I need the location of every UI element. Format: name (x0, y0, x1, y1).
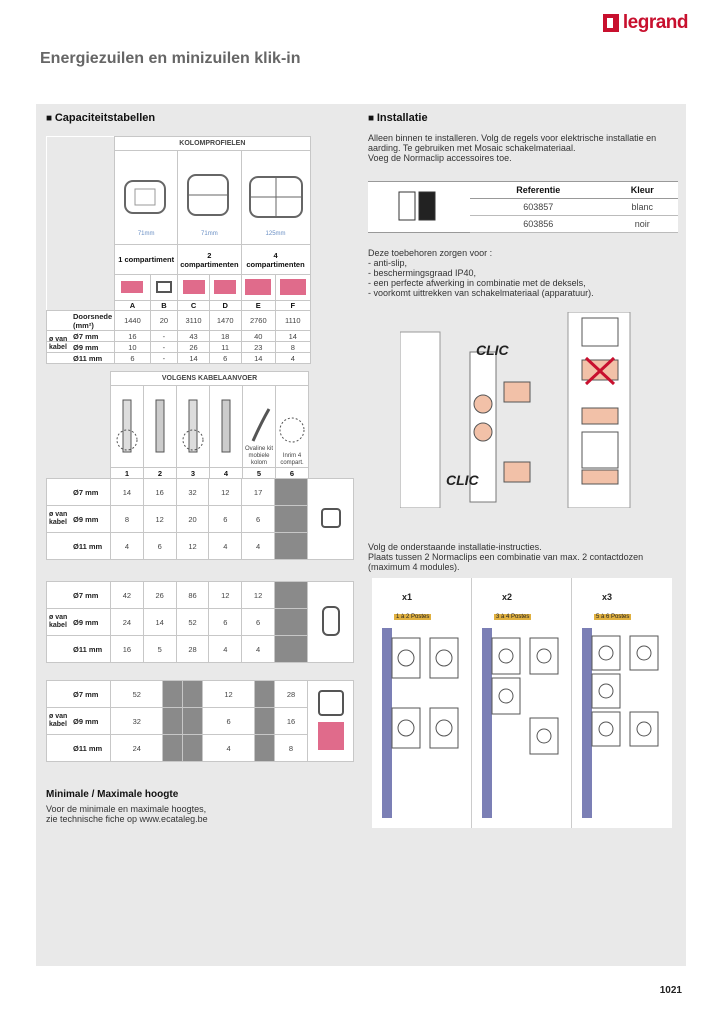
gray-cell (183, 681, 203, 708)
group-1: 1 compartiment (115, 245, 178, 275)
col-e: E (241, 301, 276, 311)
section-value: 20 (150, 311, 178, 331)
supply-drawing-6 (276, 386, 309, 468)
profile-icon-d (209, 275, 241, 301)
cell: 12 (242, 582, 275, 609)
row-d: Ø9 mm (47, 506, 111, 533)
minmax-text-1: Voor de minimale en maximale hoogtes, (46, 804, 207, 814)
benefits-title: Deze toebehoren zorgen voor : (368, 248, 493, 258)
profile-icon (318, 690, 344, 716)
supply-drawing-3 (177, 386, 210, 468)
row-d: Ø7 mm (73, 590, 99, 600)
cell: 28 (275, 681, 308, 708)
step-2 (472, 578, 572, 828)
note-6: Inrim 4 compart. (280, 453, 304, 466)
normaclip-image-cell (368, 182, 470, 233)
cell: 8 (111, 506, 144, 533)
instruction-3: (maximum 4 modules). (368, 562, 460, 572)
pink-profile-icon (121, 281, 143, 293)
gray-cell (255, 708, 275, 735)
section-value: 1470 (209, 311, 241, 331)
cell: 16 (275, 708, 308, 735)
profile-drawing-1 (115, 151, 178, 245)
cell: 4 (276, 353, 311, 364)
gray-cell (275, 636, 308, 663)
supply-block-2 (46, 581, 354, 663)
cable-column-icon (179, 396, 207, 456)
gray-cell (183, 708, 203, 735)
group-3: 4 compartimenten (241, 245, 310, 275)
supply-drawing-5 (243, 386, 276, 468)
col-6: 6 (276, 468, 309, 480)
cell: 86 (176, 582, 209, 609)
cell: 40 (241, 331, 276, 342)
cable-label: ø van kabel (49, 614, 68, 629)
socket-stack-icon (478, 628, 568, 818)
instruction-2: Plaats tussen 2 Normaclips een combinatie van max. 2 contactdozen (368, 552, 644, 562)
row-d: Ø7 mm (73, 331, 99, 341)
cell: 17 (242, 479, 275, 506)
benefit-item: - beschermingsgraad IP40, (368, 268, 477, 278)
cell: 26 (143, 582, 176, 609)
profiles-header: KOLOMPROFIELEN (115, 137, 310, 151)
profile-icon-cell (308, 582, 354, 663)
benefit-item: - een perfecte afwerking in combinatie met de deksels, (368, 278, 586, 288)
cell: - (150, 353, 178, 364)
profile-icon (322, 606, 340, 636)
gray-cell (275, 479, 308, 506)
cell: 12 (143, 506, 176, 533)
cell: 4 (209, 533, 242, 560)
socket-stack-icon (578, 628, 668, 818)
gray-cell (163, 708, 183, 735)
gray-cell (255, 681, 275, 708)
col-a: A (115, 301, 150, 311)
cell: 12 (202, 681, 254, 708)
step-x: x2 (502, 592, 513, 602)
color-value: noir (607, 216, 678, 233)
socket-stack-icon (378, 628, 468, 818)
gray-cell (275, 533, 308, 560)
clic-label-1: CLIC (476, 342, 509, 358)
cable-column-icon (212, 396, 240, 456)
cell: 4 (111, 533, 144, 560)
ref-header: Referentie (470, 182, 607, 199)
row-d: Ø7 mm (73, 487, 99, 497)
capacity-heading: ■ Capaciteitstabellen (46, 112, 155, 124)
profile-icon-cell (308, 479, 354, 560)
profile-1-icon (117, 159, 175, 229)
cell: 52 (176, 609, 209, 636)
cell: 14 (111, 479, 144, 506)
note-5: Ovaline kit mobiele kolom (245, 446, 274, 466)
col-3: 3 (177, 468, 210, 480)
profile-drawing-3 (241, 151, 310, 245)
cell: 10 (115, 342, 150, 353)
cell: 6 (209, 609, 242, 636)
cell: 4 (202, 735, 254, 762)
ref-value: 603857 (470, 199, 607, 216)
cell: 6 (209, 506, 242, 533)
cell: 5 (143, 636, 176, 663)
cell: 16 (143, 479, 176, 506)
section-value: 2760 (241, 311, 276, 331)
profile-icon-e (241, 275, 276, 301)
cell: 14 (143, 609, 176, 636)
blank-cell (47, 151, 115, 245)
installation-drawing (400, 312, 676, 508)
profiles-table (46, 136, 311, 364)
cell: 20 (176, 506, 209, 533)
row-d: Ø7 mm (73, 689, 99, 699)
cell: 8 (276, 342, 311, 353)
cell: 6 (242, 506, 275, 533)
cable-column-icon (146, 396, 174, 456)
supply-header-table (110, 371, 309, 480)
cell: 6 (115, 353, 150, 364)
blank-cell (47, 137, 115, 151)
row-d: Ø11 mm (47, 636, 111, 663)
row-d: Ø11 mm (47, 735, 111, 762)
cell: 14 (178, 353, 210, 364)
cell: 23 (241, 342, 276, 353)
cable-column-icon (278, 412, 306, 450)
step-label: 3 à 4 Postes (496, 614, 530, 620)
cell: 6 (143, 533, 176, 560)
minmax-title: Minimale / Maximale hoogte (46, 789, 179, 800)
row-d: Ø9 mm (47, 609, 111, 636)
gray-cell (183, 735, 203, 762)
step-x: x1 (402, 592, 413, 602)
blank-cell (47, 245, 115, 275)
intro-2: aarding. Te gebruiken met Mosaic schakelmateriaal. (368, 143, 576, 153)
cell: 26 (178, 342, 210, 353)
cell: 4 (242, 533, 275, 560)
cell: 43 (178, 331, 210, 342)
gray-cell (275, 582, 308, 609)
blank-cell (47, 301, 115, 311)
row-d: Ø11 mm (47, 353, 115, 364)
row-d: Ø9 mm (47, 342, 115, 353)
supply-header: VOLGENS KABELAANVOER (111, 372, 309, 386)
group-2: 2 compartimenten (178, 245, 241, 275)
cable-column-icon (245, 405, 273, 443)
blank-cell (47, 275, 115, 301)
cable-label: ø van kabel (49, 511, 68, 526)
instruction-1: Volg de onderstaande installatie-instructies. (368, 542, 542, 552)
col-4: 4 (210, 468, 243, 480)
legrand-logo (603, 12, 688, 34)
step-label: 1 à 2 Postes (396, 614, 430, 620)
col-5: 5 (243, 468, 276, 480)
row-d: Ø11 mm (47, 533, 111, 560)
section-value: 1440 (115, 311, 150, 331)
supply-drawing-2 (144, 386, 177, 468)
profile-2-icon (180, 159, 238, 229)
legrand-logo-text: legrand (622, 12, 688, 33)
cell: 11 (209, 342, 241, 353)
benefit-item: - voorkomt uittrekken van schakelmateriaal (apparatuur). (368, 288, 594, 298)
cell: 12 (176, 533, 209, 560)
cell: 6 (209, 353, 241, 364)
profile-icon (321, 508, 341, 528)
page-number: 1021 (659, 985, 682, 996)
cell: 4 (242, 636, 275, 663)
cell: 14 (276, 331, 311, 342)
col-c: C (178, 301, 210, 311)
section-value: 1110 (276, 311, 311, 331)
cell: - (150, 342, 178, 353)
cell: 42 (111, 582, 144, 609)
gray-cell (275, 506, 308, 533)
profile-icon-c (178, 275, 210, 301)
cell: 32 (176, 479, 209, 506)
step-3 (572, 578, 672, 828)
profile-icon-f (276, 275, 311, 301)
steps-diagram (372, 578, 672, 828)
gray-cell (275, 609, 308, 636)
cell: 14 (241, 353, 276, 364)
section-label: Doorsnede (mm²) (47, 311, 115, 331)
normaclip-icon (389, 186, 449, 226)
profile-icon-a (115, 275, 150, 301)
intro-1: Alleen binnen te installeren. Volg de regels voor elektrische installatie en (368, 133, 657, 143)
step-x: x3 (602, 592, 613, 602)
profile-icon-b (150, 275, 178, 301)
gray-cell (163, 735, 183, 762)
pink-profile-icon (245, 279, 271, 295)
installation-heading: ■ Installatie (368, 112, 428, 124)
minmax-text-2: zie technische fiche op www.ecataleg.be (46, 814, 208, 824)
pink-profile-icon (214, 280, 236, 294)
cable-label: ø van kabel (49, 713, 68, 728)
cell: 24 (111, 735, 163, 762)
gray-cell (255, 735, 275, 762)
pink-profile-icon (183, 280, 205, 294)
cell: 24 (111, 609, 144, 636)
profile-drawing-2 (178, 151, 241, 245)
supply-drawing-1 (111, 386, 144, 468)
cell: 28 (176, 636, 209, 663)
dim-1: 71mm (137, 230, 155, 237)
ref-value: 603856 (470, 216, 607, 233)
cell: 6 (202, 708, 254, 735)
cell: - (150, 331, 178, 342)
intro-3: Voeg de Normaclip accessoires toe. (368, 153, 512, 163)
cable-column-icon (113, 396, 141, 456)
profile-icon (156, 281, 172, 293)
supply-block-3 (46, 680, 354, 762)
reference-table (368, 181, 678, 233)
col-b: B (150, 301, 178, 311)
dim-3: 125mm (265, 230, 286, 237)
benefit-item: - anti-slip, (368, 258, 408, 268)
legrand-logo-mark (603, 14, 619, 32)
cell: 32 (111, 708, 163, 735)
cell: 16 (115, 331, 150, 342)
color-header: Kleur (607, 182, 678, 199)
col-2: 2 (144, 468, 177, 480)
col-d: D (209, 301, 241, 311)
pink-profile-icon (280, 279, 306, 295)
clic-drawing-icon (400, 312, 676, 508)
step-label: 5 à 6 Postes (596, 614, 630, 620)
cell: 18 (209, 331, 241, 342)
cell: 6 (242, 609, 275, 636)
color-value: blanc (607, 199, 678, 216)
profile-icon-cell (308, 681, 354, 762)
col-1: 1 (111, 468, 144, 480)
col-f: F (276, 301, 311, 311)
cell: 4 (209, 636, 242, 663)
cell: 8 (275, 735, 308, 762)
supply-block-1 (46, 478, 354, 560)
section-value: 3110 (178, 311, 210, 331)
cable-label: ø van kabel (49, 336, 68, 351)
supply-drawing-4 (210, 386, 243, 468)
cell: 52 (111, 681, 163, 708)
pink-profile-icon (318, 722, 344, 750)
profile-3-icon (244, 159, 308, 229)
page-title: Energiezuilen en minizuilen klik-in (40, 50, 301, 67)
gray-cell (163, 681, 183, 708)
cell: 16 (111, 636, 144, 663)
dim-2: 71mm (201, 230, 218, 237)
cell: 12 (209, 582, 242, 609)
step-1 (372, 578, 472, 828)
cell: 12 (209, 479, 242, 506)
clic-label-2: CLIC (446, 472, 479, 488)
row-d: Ø9 mm (47, 708, 111, 735)
